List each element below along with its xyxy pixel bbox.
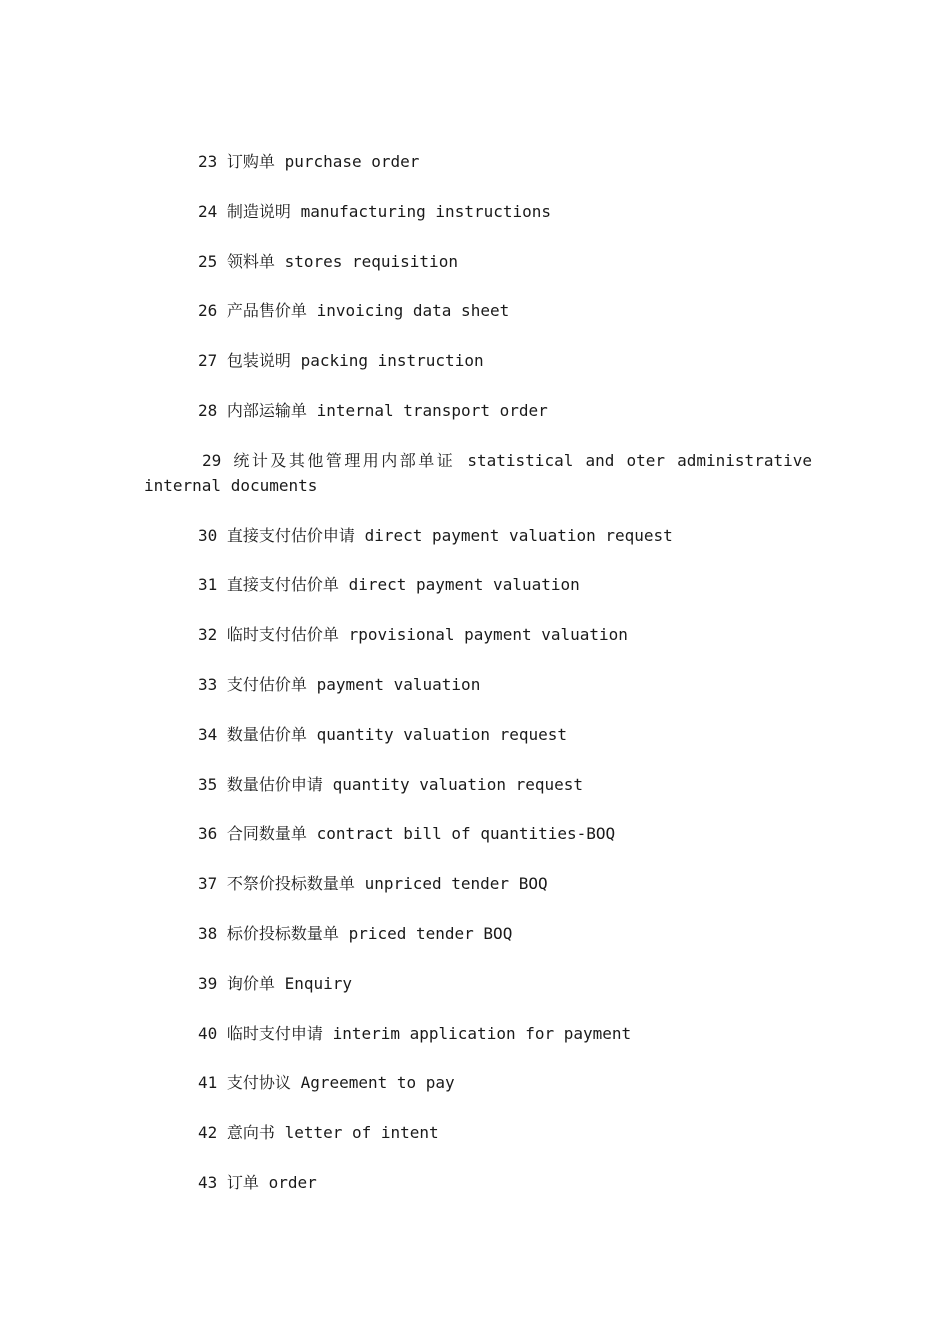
list-item xyxy=(144,523,812,548)
entry-number: 35 xyxy=(198,774,218,794)
entry-number: 37 xyxy=(198,874,218,894)
entry-english-term: rpovisional payment valuation xyxy=(348,625,628,645)
entry-number: 33 xyxy=(198,674,218,694)
entry-chinese-term: 内部运输单 xyxy=(226,400,307,420)
list-item xyxy=(144,1070,812,1095)
entry-english-term: packing instruction xyxy=(300,351,484,371)
entry-number: 32 xyxy=(198,625,218,645)
entry-number: 40 xyxy=(198,1023,218,1043)
entry-chinese-term: 包装说明 xyxy=(226,351,291,371)
entry-english-term: interim application for payment xyxy=(332,1023,632,1043)
entry-chinese-term: 临时支付申请 xyxy=(226,1023,323,1043)
entry-chinese-term: 直接支付估价单 xyxy=(226,575,339,595)
entry-chinese-term: 询价单 xyxy=(226,973,275,993)
entry-chinese-term: 支付估价单 xyxy=(226,674,307,694)
entry-english-term: payment valuation xyxy=(316,674,481,694)
entry-number: 27 xyxy=(198,351,218,371)
entry-english-term: order xyxy=(268,1172,317,1192)
list-item xyxy=(144,572,812,597)
entry-english-term: unpriced tender BOQ xyxy=(364,874,548,894)
entry-english-term: Agreement to pay xyxy=(300,1073,455,1093)
entry-chinese-term: 合同数量单 xyxy=(226,824,307,844)
entry-chinese-term: 不祭价投标数量单 xyxy=(226,874,355,894)
list-item xyxy=(144,971,812,996)
entry-chinese-term: 意向书 xyxy=(226,1123,275,1143)
entry-number: 26 xyxy=(198,301,218,321)
entry-english-term: direct payment valuation xyxy=(348,575,580,595)
list-item xyxy=(144,199,812,224)
list-item xyxy=(144,722,812,747)
entry-chinese-term: 直接支付估价申请 xyxy=(226,525,355,545)
entry-english-term: invoicing data sheet xyxy=(316,301,510,321)
entry-chinese-term: 产品售价单 xyxy=(226,301,307,321)
list-item xyxy=(144,921,812,946)
entry-english-term: internal transport order xyxy=(316,400,548,420)
list-item xyxy=(144,298,812,323)
entry-number: 25 xyxy=(198,251,218,271)
entry-chinese-term: 制造说明 xyxy=(226,201,291,221)
entry-chinese-term: 数量估价申请 xyxy=(226,774,323,794)
entry-english-term: priced tender BOQ xyxy=(348,923,513,943)
list-item xyxy=(144,672,812,697)
entry-english-term: statistical and oter administrative internal documents xyxy=(144,450,812,495)
entry-chinese-term: 数量估价单 xyxy=(226,724,307,744)
list-item xyxy=(144,871,812,896)
list-item xyxy=(144,1021,812,1046)
entry-number: 36 xyxy=(198,824,218,844)
entry-english-term: quantity valuation request xyxy=(316,724,568,744)
entry-number: 34 xyxy=(198,724,218,744)
entry-chinese-term: 统计及其他管理用内部单证 xyxy=(233,450,456,470)
list-item xyxy=(144,1170,812,1195)
entry-chinese-term: 临时支付估价单 xyxy=(226,625,339,645)
list-item xyxy=(144,821,812,846)
entry-number: 41 xyxy=(198,1073,218,1093)
list-item xyxy=(144,772,812,797)
list-item xyxy=(144,398,812,423)
entry-number: 30 xyxy=(198,525,218,545)
list-item xyxy=(144,448,812,498)
list-item xyxy=(144,1120,812,1145)
list-item xyxy=(144,622,812,647)
entry-english-term: letter of intent xyxy=(284,1123,439,1143)
entry-number: 43 xyxy=(198,1172,218,1192)
entry-chinese-term: 订购单 xyxy=(226,152,275,171)
entry-chinese-term: 领料单 xyxy=(226,251,275,271)
entry-number: 29 xyxy=(202,450,222,470)
entry-chinese-term: 支付协议 xyxy=(226,1073,291,1093)
entry-english-term: quantity valuation request xyxy=(332,774,584,794)
list-item xyxy=(144,149,812,174)
entry-english-term: manufacturing instructions xyxy=(300,201,552,221)
glossary-list xyxy=(144,149,812,1220)
list-item xyxy=(144,249,812,274)
entry-number: 23 xyxy=(198,152,218,171)
entry-english-term: stores requisition xyxy=(284,251,458,271)
entry-english-term: purchase order xyxy=(284,152,420,171)
entry-number: 24 xyxy=(198,201,218,221)
entry-english-term: direct payment valuation request xyxy=(364,525,673,545)
list-item xyxy=(144,348,812,373)
entry-chinese-term: 订单 xyxy=(226,1172,259,1192)
entry-number: 31 xyxy=(198,575,218,595)
entry-english-term: contract bill of quantities-BOQ xyxy=(316,824,616,844)
entry-number: 39 xyxy=(198,973,218,993)
entry-number: 28 xyxy=(198,400,218,420)
entry-english-term: Enquiry xyxy=(284,973,352,993)
entry-number: 38 xyxy=(198,923,218,943)
entry-number: 42 xyxy=(198,1123,218,1143)
entry-chinese-term: 标价投标数量单 xyxy=(226,923,339,943)
